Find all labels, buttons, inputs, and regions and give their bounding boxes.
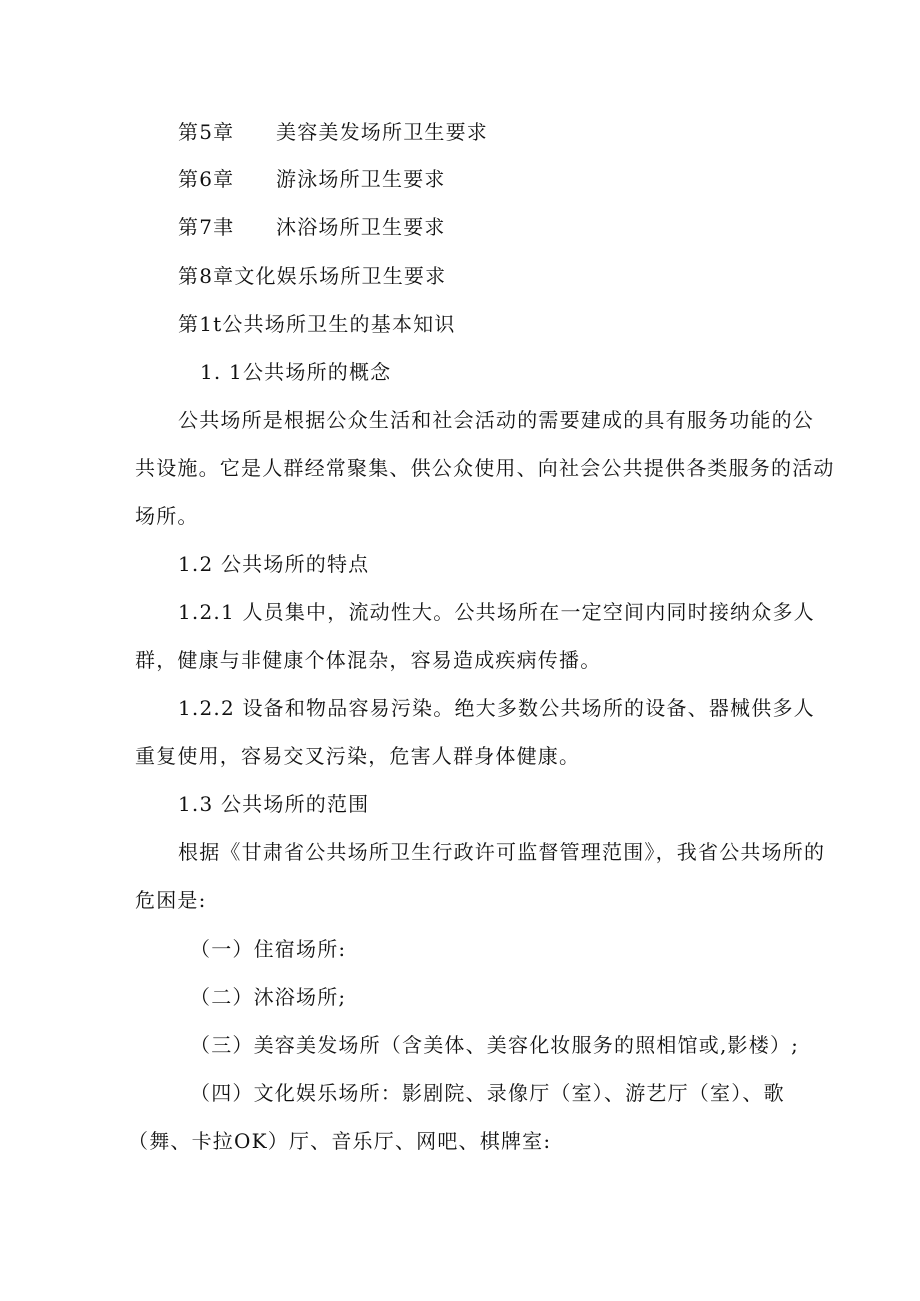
toc-entry-ch8: 第8章文化娱乐场所卫生要求: [178, 264, 447, 288]
section-1-1-heading: 1. 1公共场所的概念: [200, 360, 392, 384]
paragraph-line: 重复使用，容易交叉污染，危害人群身体健康。: [135, 744, 581, 768]
toc-entry-ch5: [178, 120, 488, 144]
toc-entry-ch7: [178, 215, 446, 239]
toc-entry-ch6: [178, 167, 446, 191]
toc-ch6-number: 第6章: [178, 167, 235, 191]
paragraph-line: 共设施。它是人群经常聚集、供公众使用、向社会公共提供各类服务的活动: [135, 456, 835, 480]
toc-ch7-title: 沐浴场所卫生要求: [276, 215, 446, 239]
section-1-3-heading: 1.3 公共场所的范围: [178, 792, 370, 816]
toc-ch5-title: 美容美发场所卫生要求: [276, 120, 488, 144]
list-item-continuation: （舞、卡拉OK）厅、音乐厅、网吧、棋牌室:: [128, 1129, 552, 1153]
paragraph-line: 危困是:: [135, 888, 207, 912]
paragraph-line: 场所。: [135, 504, 199, 528]
toc-ch6-title: 游泳场所卫生要求: [276, 167, 446, 191]
chapter-1-heading: 第1t公共场所卫生的基本知识: [178, 312, 456, 336]
list-item: （二）沐浴场所;: [190, 985, 347, 1009]
paragraph-line: 根据《甘肃省公共场所卫生行政许可监督管理范围》，我省公共场所的: [178, 840, 826, 864]
list-item: （一）住宿场所:: [190, 937, 347, 961]
paragraph-line: 1.2.1 人员集中，流动性大。公共场所在一定空间内同时接纳众多人: [178, 600, 815, 624]
toc-ch7-number: 第7聿: [178, 215, 235, 239]
paragraph-line: 1.2.2 设备和物品容易污染。绝大多数公共场所的设备、器械供多人: [178, 696, 815, 720]
toc-ch5-number: 第5章: [178, 120, 235, 144]
section-1-2-heading: 1.2 公共场所的特点: [178, 552, 370, 576]
paragraph-line: 群，健康与非健康个体混杂，容易造成疾病传播。: [135, 648, 602, 672]
paragraph-line: 公共场所是根据公众生活和社会活动的需要建成的具有服务功能的公: [178, 408, 814, 432]
list-item: （三）美容美发场所（含美体、美容化妆服务的照相馆或,影楼）;: [190, 1033, 800, 1057]
list-item: （四）文化娱乐场所：影剧院、录像厅（室）、游艺厅（室）、歌: [190, 1081, 785, 1105]
